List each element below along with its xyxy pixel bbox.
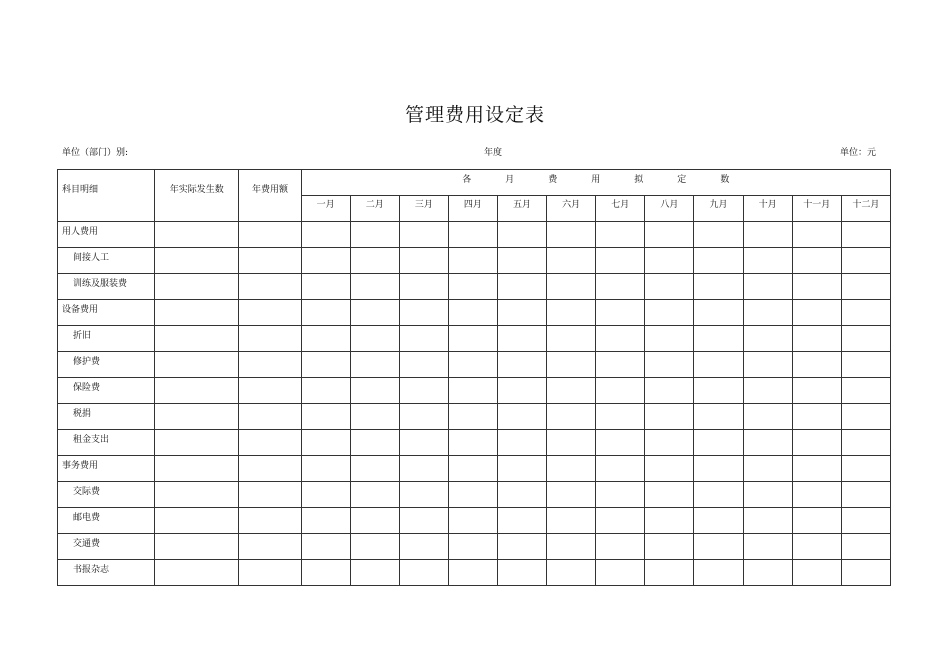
empty-cell xyxy=(497,352,546,378)
month-header: 四月 xyxy=(448,196,497,222)
empty-cell xyxy=(547,248,596,274)
empty-cell xyxy=(596,248,645,274)
empty-cell xyxy=(792,300,841,326)
empty-cell xyxy=(645,430,694,456)
empty-cell xyxy=(694,300,743,326)
empty-cell xyxy=(743,534,792,560)
empty-cell xyxy=(694,482,743,508)
empty-cell xyxy=(694,352,743,378)
empty-cell xyxy=(155,222,239,248)
unit-label: 单位：元 xyxy=(840,148,877,158)
empty-cell xyxy=(792,222,841,248)
empty-cell xyxy=(399,378,448,404)
monthly-title-char: 各 xyxy=(462,175,472,185)
empty-cell xyxy=(792,378,841,404)
empty-cell xyxy=(841,404,890,430)
empty-cell xyxy=(497,404,546,430)
empty-cell xyxy=(743,482,792,508)
empty-cell xyxy=(792,326,841,352)
empty-cell xyxy=(239,222,301,248)
empty-cell xyxy=(547,534,596,560)
empty-cell xyxy=(448,326,497,352)
empty-cell xyxy=(596,560,645,586)
table-row xyxy=(58,456,891,482)
subitem-label: 邮电费 xyxy=(58,508,155,534)
monthly-title-char: 拟 xyxy=(634,175,644,185)
empty-cell xyxy=(694,222,743,248)
empty-cell xyxy=(399,430,448,456)
empty-cell xyxy=(301,534,350,560)
empty-cell xyxy=(399,508,448,534)
subitem-label: 训练及服装费 xyxy=(58,274,155,300)
empty-cell xyxy=(239,274,301,300)
empty-cell xyxy=(841,508,890,534)
header-budget: 年费用额 xyxy=(239,170,301,222)
empty-cell xyxy=(743,404,792,430)
empty-cell xyxy=(743,326,792,352)
empty-cell xyxy=(350,456,399,482)
empty-cell xyxy=(399,534,448,560)
empty-cell xyxy=(792,560,841,586)
empty-cell xyxy=(239,326,301,352)
table-body xyxy=(58,222,891,586)
empty-cell xyxy=(547,404,596,430)
empty-cell xyxy=(350,300,399,326)
empty-cell xyxy=(239,352,301,378)
empty-cell xyxy=(841,326,890,352)
empty-cell xyxy=(596,508,645,534)
empty-cell xyxy=(350,560,399,586)
empty-cell xyxy=(547,222,596,248)
empty-cell xyxy=(596,222,645,248)
month-header: 八月 xyxy=(645,196,694,222)
empty-cell xyxy=(645,560,694,586)
year-label: 年度 xyxy=(484,148,503,158)
empty-cell xyxy=(155,456,239,482)
empty-cell xyxy=(497,274,546,300)
empty-cell xyxy=(694,430,743,456)
empty-cell xyxy=(792,534,841,560)
subitem-label: 折旧 xyxy=(58,326,155,352)
empty-cell xyxy=(596,300,645,326)
empty-cell xyxy=(301,456,350,482)
table-row xyxy=(58,508,891,534)
empty-cell xyxy=(239,300,301,326)
empty-cell xyxy=(399,300,448,326)
empty-cell xyxy=(239,534,301,560)
subitem-label: 修护费 xyxy=(58,352,155,378)
empty-cell xyxy=(547,560,596,586)
subitem-label: 税捐 xyxy=(58,404,155,430)
empty-cell xyxy=(743,300,792,326)
table-row xyxy=(58,430,891,456)
empty-cell xyxy=(350,378,399,404)
table-row xyxy=(58,404,891,430)
empty-cell xyxy=(301,560,350,586)
department-label: 单位（部门）别: xyxy=(62,148,129,158)
empty-cell xyxy=(547,300,596,326)
header-item: 科目明细 xyxy=(58,170,155,222)
empty-cell xyxy=(448,300,497,326)
month-header: 一月 xyxy=(301,196,350,222)
empty-cell xyxy=(350,352,399,378)
monthly-title-char: 月 xyxy=(505,175,515,185)
table-row xyxy=(58,274,891,300)
empty-cell xyxy=(841,222,890,248)
empty-cell xyxy=(301,352,350,378)
empty-cell xyxy=(239,248,301,274)
empty-cell xyxy=(596,430,645,456)
empty-cell xyxy=(841,274,890,300)
subitem-label: 交际费 xyxy=(58,482,155,508)
empty-cell xyxy=(743,456,792,482)
empty-cell xyxy=(694,456,743,482)
empty-cell xyxy=(547,430,596,456)
empty-cell xyxy=(399,456,448,482)
empty-cell xyxy=(155,274,239,300)
empty-cell xyxy=(301,326,350,352)
empty-cell xyxy=(497,534,546,560)
empty-cell xyxy=(645,534,694,560)
table-row xyxy=(58,482,891,508)
empty-cell xyxy=(694,534,743,560)
empty-cell xyxy=(743,274,792,300)
subitem-label: 间接人工 xyxy=(58,248,155,274)
empty-cell xyxy=(155,378,239,404)
empty-cell xyxy=(350,430,399,456)
category-label: 事务费用 xyxy=(58,456,155,482)
empty-cell xyxy=(155,326,239,352)
subitem-label: 交通费 xyxy=(58,534,155,560)
empty-cell xyxy=(155,508,239,534)
empty-cell xyxy=(399,248,448,274)
empty-cell xyxy=(155,534,239,560)
empty-cell xyxy=(841,430,890,456)
category-label: 用人费用 xyxy=(58,222,155,248)
empty-cell xyxy=(239,482,301,508)
empty-cell xyxy=(841,352,890,378)
empty-cell xyxy=(841,534,890,560)
empty-cell xyxy=(841,378,890,404)
header-row-top xyxy=(58,170,891,196)
empty-cell xyxy=(792,430,841,456)
empty-cell xyxy=(448,456,497,482)
empty-cell xyxy=(239,456,301,482)
empty-cell xyxy=(448,482,497,508)
subitem-label: 书报杂志 xyxy=(58,560,155,586)
empty-cell xyxy=(448,378,497,404)
empty-cell xyxy=(547,326,596,352)
empty-cell xyxy=(399,274,448,300)
empty-cell xyxy=(155,560,239,586)
empty-cell xyxy=(645,248,694,274)
empty-cell xyxy=(497,300,546,326)
month-header: 九月 xyxy=(694,196,743,222)
empty-cell xyxy=(547,352,596,378)
empty-cell xyxy=(792,274,841,300)
empty-cell xyxy=(301,274,350,300)
empty-cell xyxy=(596,482,645,508)
empty-cell xyxy=(841,248,890,274)
empty-cell xyxy=(350,534,399,560)
subitem-label: 租金支出 xyxy=(58,430,155,456)
empty-cell xyxy=(694,326,743,352)
empty-cell xyxy=(301,300,350,326)
empty-cell xyxy=(645,508,694,534)
empty-cell xyxy=(743,248,792,274)
empty-cell xyxy=(547,508,596,534)
empty-cell xyxy=(301,482,350,508)
empty-cell xyxy=(155,248,239,274)
empty-cell xyxy=(239,508,301,534)
empty-cell xyxy=(399,222,448,248)
page-title: 管理费用设定表 xyxy=(404,104,545,126)
empty-cell xyxy=(596,404,645,430)
empty-cell xyxy=(301,378,350,404)
empty-cell xyxy=(694,378,743,404)
month-header: 三月 xyxy=(399,196,448,222)
empty-cell xyxy=(596,378,645,404)
empty-cell xyxy=(596,274,645,300)
empty-cell xyxy=(350,274,399,300)
empty-cell xyxy=(448,430,497,456)
empty-cell xyxy=(497,456,546,482)
empty-cell xyxy=(841,560,890,586)
empty-cell xyxy=(448,508,497,534)
empty-cell xyxy=(596,352,645,378)
header-monthly-title xyxy=(301,170,890,196)
empty-cell xyxy=(694,508,743,534)
monthly-title-char: 数 xyxy=(720,175,730,185)
empty-cell xyxy=(841,456,890,482)
empty-cell xyxy=(743,352,792,378)
empty-cell xyxy=(448,404,497,430)
empty-cell xyxy=(547,378,596,404)
empty-cell xyxy=(448,534,497,560)
empty-cell xyxy=(645,326,694,352)
table-row xyxy=(58,352,891,378)
empty-cell xyxy=(448,222,497,248)
empty-cell xyxy=(547,456,596,482)
empty-cell xyxy=(596,326,645,352)
empty-cell xyxy=(301,404,350,430)
empty-cell xyxy=(497,482,546,508)
empty-cell xyxy=(645,274,694,300)
empty-cell xyxy=(743,222,792,248)
month-header: 十二月 xyxy=(841,196,890,222)
expense-table xyxy=(57,169,891,586)
empty-cell xyxy=(301,508,350,534)
empty-cell xyxy=(645,456,694,482)
empty-cell xyxy=(694,404,743,430)
empty-cell xyxy=(792,248,841,274)
table-row xyxy=(58,248,891,274)
empty-cell xyxy=(448,274,497,300)
empty-cell xyxy=(645,222,694,248)
empty-cell xyxy=(497,508,546,534)
monthly-title-char: 定 xyxy=(677,175,687,185)
empty-cell xyxy=(645,300,694,326)
empty-cell xyxy=(645,378,694,404)
empty-cell xyxy=(743,508,792,534)
empty-cell xyxy=(497,378,546,404)
subitem-label: 保险费 xyxy=(58,378,155,404)
monthly-title-char: 费 xyxy=(548,175,558,185)
empty-cell xyxy=(155,430,239,456)
empty-cell xyxy=(155,404,239,430)
empty-cell xyxy=(497,326,546,352)
empty-cell xyxy=(497,222,546,248)
empty-cell xyxy=(547,482,596,508)
empty-cell xyxy=(792,352,841,378)
empty-cell xyxy=(350,222,399,248)
empty-cell xyxy=(399,482,448,508)
empty-cell xyxy=(743,378,792,404)
empty-cell xyxy=(448,248,497,274)
table-row xyxy=(58,560,891,586)
month-header: 五月 xyxy=(497,196,546,222)
empty-cell xyxy=(694,248,743,274)
empty-cell xyxy=(841,482,890,508)
empty-cell xyxy=(399,352,448,378)
empty-cell xyxy=(792,508,841,534)
empty-cell xyxy=(350,482,399,508)
table-row xyxy=(58,326,891,352)
empty-cell xyxy=(350,248,399,274)
empty-cell xyxy=(547,274,596,300)
empty-cell xyxy=(155,352,239,378)
empty-cell xyxy=(399,560,448,586)
empty-cell xyxy=(792,482,841,508)
empty-cell xyxy=(239,430,301,456)
empty-cell xyxy=(694,274,743,300)
empty-cell xyxy=(448,560,497,586)
empty-cell xyxy=(792,404,841,430)
empty-cell xyxy=(497,560,546,586)
empty-cell xyxy=(645,352,694,378)
month-header: 十月 xyxy=(743,196,792,222)
empty-cell xyxy=(792,456,841,482)
month-header: 十一月 xyxy=(792,196,841,222)
table-row xyxy=(58,534,891,560)
table-row xyxy=(58,222,891,248)
empty-cell xyxy=(743,560,792,586)
table-row xyxy=(58,300,891,326)
month-header: 二月 xyxy=(350,196,399,222)
empty-cell xyxy=(841,300,890,326)
category-label: 设备费用 xyxy=(58,300,155,326)
empty-cell xyxy=(399,404,448,430)
empty-cell xyxy=(239,404,301,430)
empty-cell xyxy=(350,404,399,430)
empty-cell xyxy=(399,326,448,352)
empty-cell xyxy=(497,430,546,456)
month-header: 六月 xyxy=(547,196,596,222)
empty-cell xyxy=(350,326,399,352)
empty-cell xyxy=(448,352,497,378)
month-header: 七月 xyxy=(596,196,645,222)
empty-cell xyxy=(694,560,743,586)
empty-cell xyxy=(301,248,350,274)
empty-cell xyxy=(596,456,645,482)
empty-cell xyxy=(743,430,792,456)
empty-cell xyxy=(645,482,694,508)
table-row xyxy=(58,378,891,404)
empty-cell xyxy=(155,300,239,326)
header-actual: 年实际发生数 xyxy=(155,170,239,222)
empty-cell xyxy=(239,378,301,404)
empty-cell xyxy=(239,560,301,586)
monthly-title-char: 用 xyxy=(591,175,601,185)
empty-cell xyxy=(645,404,694,430)
empty-cell xyxy=(497,248,546,274)
empty-cell xyxy=(155,482,239,508)
empty-cell xyxy=(301,222,350,248)
empty-cell xyxy=(596,534,645,560)
empty-cell xyxy=(350,508,399,534)
empty-cell xyxy=(301,430,350,456)
